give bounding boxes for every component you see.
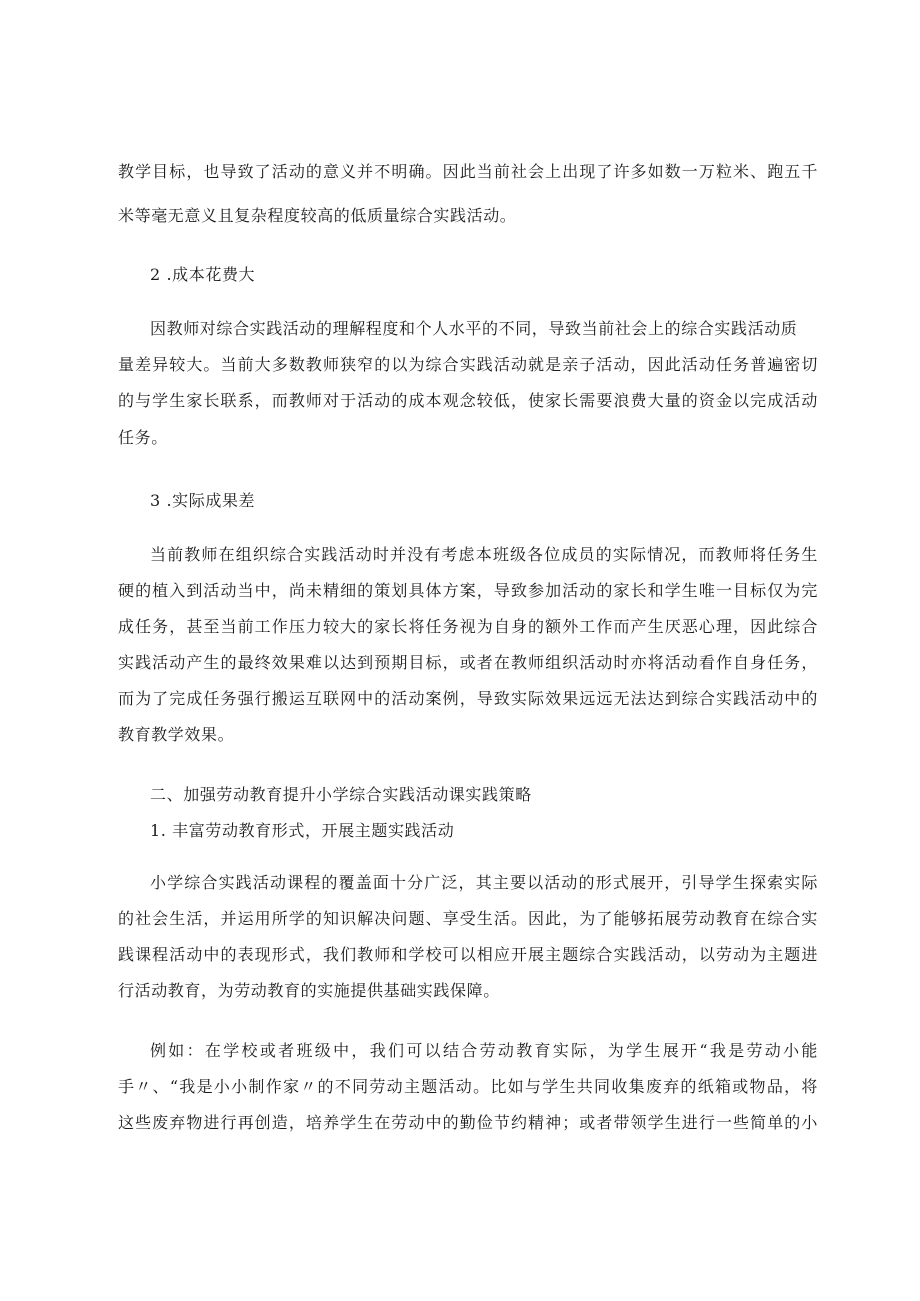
paragraph-line: 行活动教育，为劳动教育的实施提供基础实践保障。 [118,981,500,1000]
paragraph-line: 教学目标，也导致了活动的意义并不明确。因此当前社会上出现了许多如数一万粒米、跑五千 [118,162,818,181]
paragraph-line: 手〃、“我是小小制作家〃的不同劳动主题活动。比如与学生共同收集废弃的纸箱或物品，将 [118,1077,818,1096]
section-heading: 二、加强劳动教育提升小学综合实践活动课实践策略 [150,785,532,804]
section-heading: 2 .成本花费大 [150,265,256,284]
paragraph-line: 践课程活动中的表现形式，我们教师和学校可以相应开展主题综合实践活动，以劳动为主题进 [118,945,818,964]
paragraph-line: 的与学生家长联系，而教师对于活动的成本观念较低，使家长需要浪费大量的资金以完成活动 [118,391,818,410]
subsection-heading: 1. 丰富劳动教育形式，开展主题实践活动 [150,821,455,840]
paragraph-line: 当前教师在组织综合实践活动时并没有考虑本班级各位成员的实际情况，而教师将任务生 [150,545,818,564]
paragraph-line: 而为了完成任务强行搬运互联网中的活动案例，导致实际效果远远无法达到综合实践活动中的 [118,689,818,708]
section-heading: 3 .实际成果差 [150,491,256,510]
paragraph-line: 米等毫无意义且复杂程度较高的低质量综合实践活动。 [118,206,517,225]
paragraph-line: 成任务，甚至当前工作压力较大的家长将任务视为自身的额外工作而产生厌恶心理，因此综合 [118,617,818,636]
paragraph-line: 教育教学效果。 [118,725,235,744]
paragraph-line: 的社会生活，并运用所学的知识解决问题、享受生活。因此，为了能够拓展劳动教育在综合实 [118,909,818,928]
paragraph-line: 小学综合实践活动课程的覆盖面十分广泛，其主要以活动的形式展开，引导学生探索实际 [150,873,818,892]
paragraph-line: 实践活动产生的最终效果难以达到预期目标，或者在教师组织活动时亦将活动看作自身任务， [118,653,818,672]
paragraph-line: 硬的植入到活动当中，尚未精细的策划具体方案，导致参加活动的家长和学生唯一目标仅为完 [118,581,818,600]
paragraph-line: 例如：在学校或者班级中，我们可以结合劳动教育实际，为学生展开“我是劳动小能 [150,1041,818,1060]
paragraph-line: 任务。 [118,428,168,447]
paragraph-line: 量差异较大。当前大多数教师狭窄的以为综合实践活动就是亲子活动，因此活动任务普遍密切 [118,355,818,374]
paragraph-line: 这些废弃物进行再创造，培养学生在劳动中的勤俭节约精神；或者带领学生进行一些简单的小 [118,1113,818,1132]
paragraph-line: 因教师对综合实践活动的理解程度和个人水平的不同，导致当前社会上的综合实践活动质 [150,319,798,338]
